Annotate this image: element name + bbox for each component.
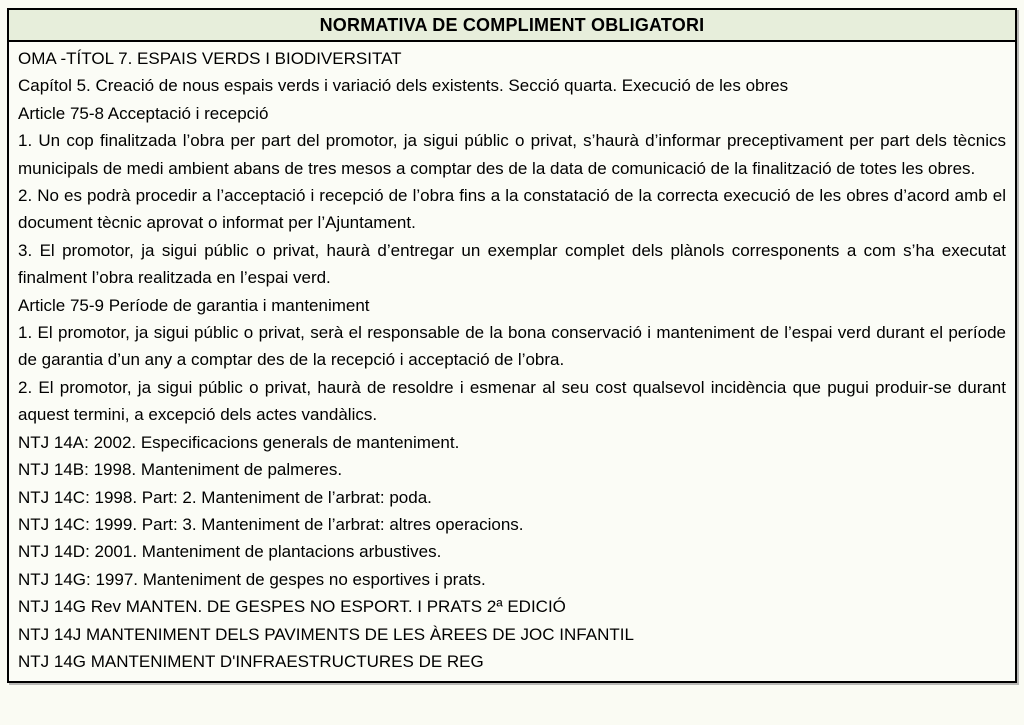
regulation-paragraph: 2. El promotor, ja sigui públic o privat, haurà de resoldre i esmenar al seu cost qualsevol incidència que pugui produir-se durant aquest termini, a excepció dels actes vandàlics. bbox=[18, 377, 1006, 425]
regulation-paragraph: NTJ 14C: 1999. Part: 3. Manteniment de l’arbrat: altres operacions. bbox=[18, 514, 524, 534]
regulation-paragraph: NTJ 14G: 1997. Manteniment de gespes no esportives i prats. bbox=[18, 569, 486, 589]
regulation-paragraph: NTJ 14A: 2002. Especificacions generals de manteniment. bbox=[18, 432, 460, 452]
regulation-paragraph: NTJ 14D: 2001. Manteniment de plantacions arbustives. bbox=[18, 542, 442, 562]
regulation-paragraph: 2. No es podrà procedir a l’acceptació i recepció de l’obra fins a la constatació de la correcta execució de les obres d’acord amb el document tècnic aprovat o informat per l’Ajuntament. bbox=[18, 186, 1006, 233]
regulation-paragraph: Article 75-8 Acceptació i recepció bbox=[18, 103, 269, 123]
regulation-body-cell bbox=[9, 42, 1015, 681]
regulation-table bbox=[7, 8, 1017, 683]
regulation-paragraph: OMA -TÍTOL 7. ESPAIS VERDS I BIODIVERSITAT bbox=[18, 49, 402, 68]
regulation-paragraph: NTJ 14J MANTENIMENT DELS PAVIMENTS DE LES ÀREES DE JOC INFANTIL bbox=[18, 624, 634, 644]
regulation-paragraph: 3. El promotor, ja sigui públic o privat, haurà d’entregar un exemplar complet dels plànols corresponents a com s’ha executat finalment l’obra realitzada en l’espai verd. bbox=[18, 240, 1006, 288]
regulation-paragraph: Capítol 5. Creació de nous espais verds i variació dels existents. Secció quarta. Execució de les obres bbox=[18, 76, 789, 96]
regulation-paragraph: 1. El promotor, ja sigui públic o privat, serà el responsable de la bona conservació i manteniment de l’espai verd durant el període de garantia d’un any a comptar des de la recepció i acceptació de l’obra. bbox=[18, 323, 1006, 370]
table-title: NORMATIVA DE COMPLIMENT OBLIGATORI bbox=[319, 14, 705, 35]
regulation-paragraph: NTJ 14G MANTENIMENT D'INFRAESTRUCTURES DE REG bbox=[18, 651, 484, 671]
regulation-paragraph: 1. Un cop finalitzada l’obra per part del promotor, ja sigui públic o privat, s’haurà d’informar preceptivament per part dels tècnics municipals de medi ambient abans de tres mesos a comptar des de la data de comunicació de la finalització de totes les obres. bbox=[18, 131, 1006, 178]
regulation-paragraph: NTJ 14C: 1998. Part: 2. Manteniment de l’arbrat: poda. bbox=[18, 487, 432, 507]
regulation-paragraph: NTJ 14B: 1998. Manteniment de palmeres. bbox=[18, 460, 343, 480]
regulation-paragraph: NTJ 14G Rev MANTEN. DE GESPES NO ESPORT. I PRATS 2ª EDICIÓ bbox=[18, 597, 566, 617]
regulation-paragraph: Article 75-9 Període de garantia i manteniment bbox=[18, 295, 370, 315]
table-header-row bbox=[9, 10, 1015, 42]
